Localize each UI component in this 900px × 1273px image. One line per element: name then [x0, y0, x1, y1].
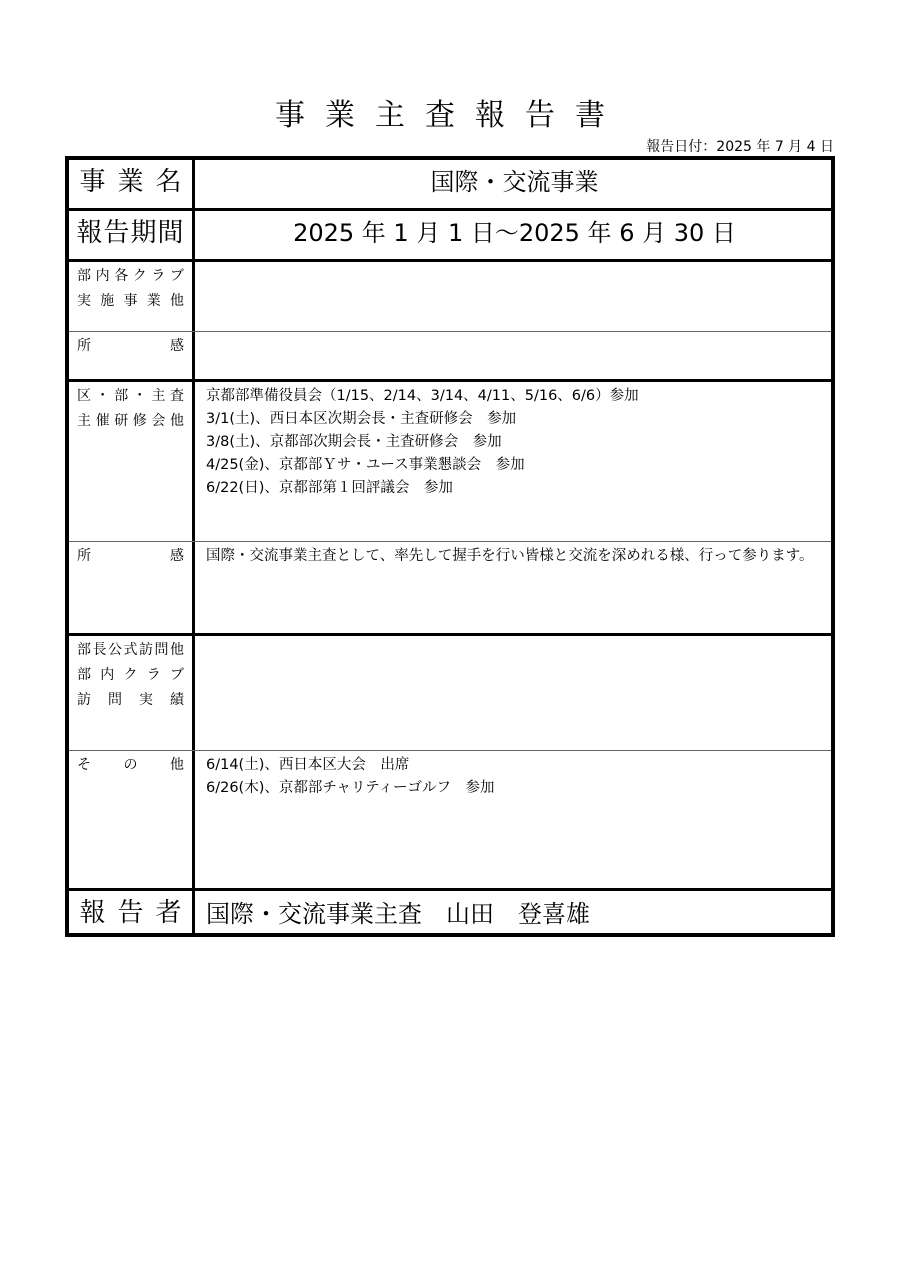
row-club-impressions: [69, 331, 831, 379]
label-club-activities: 部内各クラブ 実施事業他: [69, 262, 195, 331]
label-reporter: 報告者: [69, 891, 195, 933]
value-club-activities: [198, 262, 831, 331]
training-line: 3/1(土)、西日本区次期会長・主査研修会 参加: [206, 411, 517, 427]
label-other: そ の 他: [69, 751, 195, 888]
row-other: [69, 750, 831, 888]
row-training: [69, 379, 831, 541]
label-visits: 部長公式訪問他 部内クラブ 訪問実績: [69, 636, 195, 750]
report-table: [65, 156, 835, 937]
row-visits: [69, 633, 831, 750]
other-line: 6/14(土)、西日本区大会 出席: [206, 757, 410, 773]
label-project: 事業名: [69, 160, 195, 208]
row-club-activities: [69, 259, 831, 331]
label-training-impressions: 所 感: [69, 542, 195, 633]
training-line: 京都部準備役員会（1/15、2/14、3/14、4/11、5/16、6/6）参加: [206, 388, 639, 404]
label-training: 区・部・主査 主催研修会他: [69, 382, 195, 541]
document-title: 事業主査報告書: [275, 98, 625, 133]
label-period: 報告期間: [69, 211, 195, 259]
training-line: 6/22(日)、京都部第１回評議会 参加: [206, 480, 453, 496]
value-visits: [198, 636, 831, 750]
label-club-impressions: 所 感: [69, 332, 195, 379]
row-reporter: [69, 888, 831, 933]
report-date: 報告日付：2025 年 7 月 4 日: [646, 139, 834, 155]
value-period: 2025 年 1 月 1 日〜2025 年 6 月 30 日: [293, 219, 736, 247]
value-reporter: 国際・交流事業主査 山田 登喜雄: [206, 900, 590, 928]
row-project: [69, 160, 831, 208]
value-club-impressions: [198, 332, 831, 379]
value-project: 国際・交流事業: [430, 168, 599, 196]
row-training-impressions: [69, 541, 831, 633]
value-other: [198, 751, 831, 888]
value-training: [198, 382, 831, 541]
other-line: 6/26(木)、京都部チャリティーゴルフ 参加: [206, 780, 495, 796]
value-training-impressions: 国際・交流事業主査として、率先して握手を行い皆様と交流を深めれる様、行って参ります。: [206, 548, 814, 564]
row-period: [69, 208, 831, 259]
training-line: 3/8(土)、京都部次期会長・主査研修会 参加: [206, 434, 502, 450]
training-line: 4/25(金)、京都部Ｙサ・ユース事業懇談会 参加: [206, 457, 525, 473]
